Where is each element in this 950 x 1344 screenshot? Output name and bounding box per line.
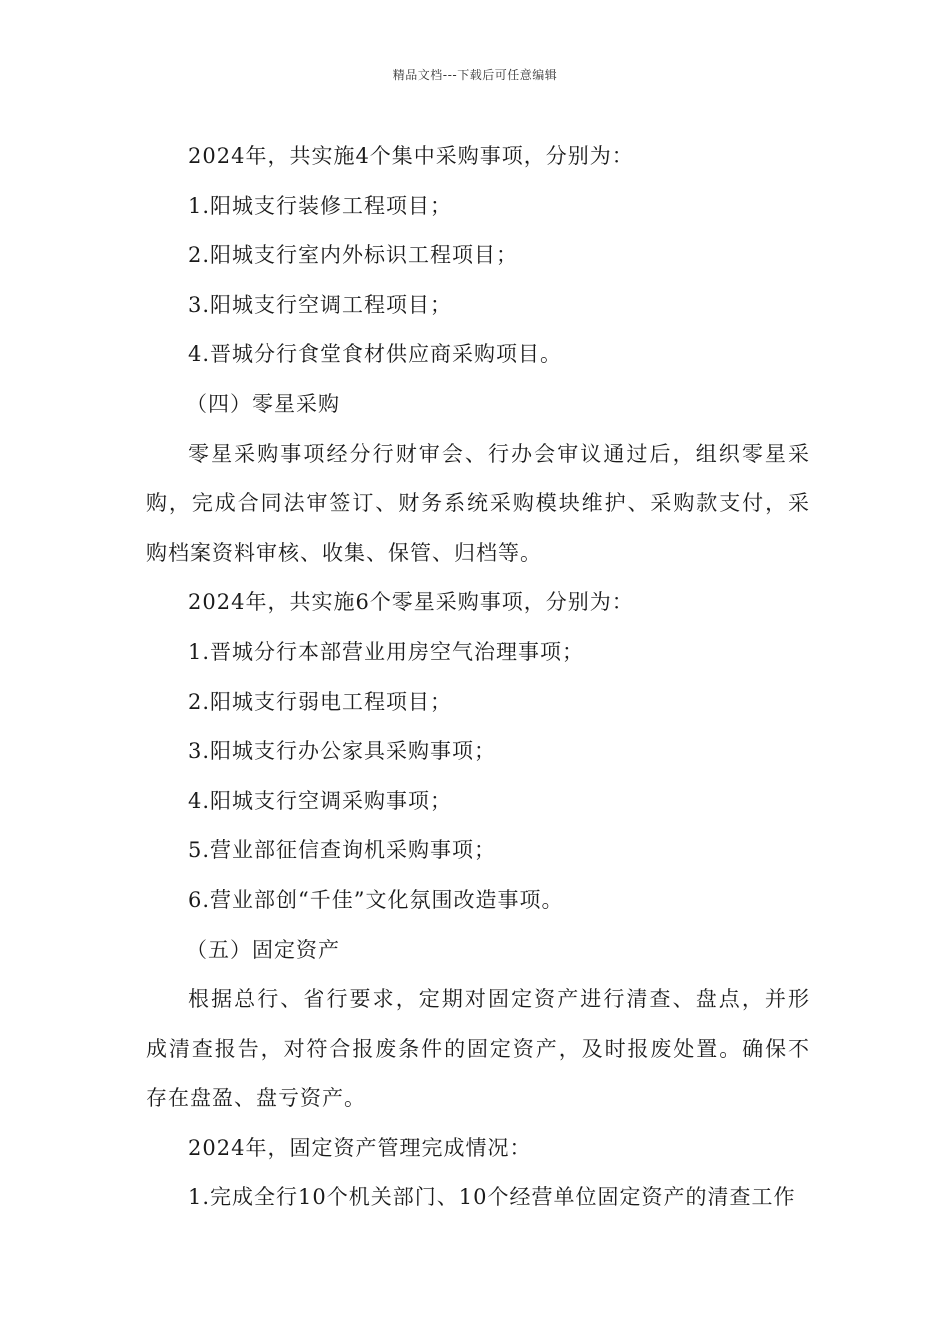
paragraph-summary-fixed-assets: 2024年，固定资产管理完成情况： bbox=[188, 1135, 532, 1160]
section-heading-sporadic-purchase: （四）零星采购 bbox=[186, 391, 340, 416]
paragraph-sporadic-line-1: 零星采购事项经分行财审会、行办会审议通过后，组织零星采 bbox=[188, 441, 810, 466]
list-item-sporadic-5: 5.营业部征信查询机采购事项； bbox=[188, 838, 497, 863]
page-header: 精品文档---下载后可任意编辑 bbox=[392, 68, 558, 82]
paragraph-fixed-assets-line-2: 成清查报告，对符合报废条件的固定资产，及时报废处置。确保不 bbox=[146, 1036, 810, 1061]
list-item-sporadic-6: 6.营业部创“千佳”文化氛围改造事项。 bbox=[188, 887, 564, 912]
list-item-sporadic-3: 3.阳城支行办公家具采购事项； bbox=[188, 739, 497, 764]
paragraph-sporadic-line-3: 购档案资料审核、收集、保管、归档等。 bbox=[146, 540, 542, 565]
list-item-sporadic-2: 2.阳城支行弱电工程项目； bbox=[188, 689, 453, 714]
list-item-centralized-1: 1.阳城支行装修工程项目； bbox=[188, 193, 453, 218]
section-heading-fixed-assets: （五）固定资产 bbox=[186, 937, 340, 962]
paragraph-summary-centralized: 2024年，共实施4个集中采购事项，分别为： bbox=[188, 144, 634, 168]
list-item-fixed-assets-1: 1.完成全行10个机关部门、10个经营单位固定资产的清查工作 bbox=[188, 1185, 796, 1210]
list-item-centralized-2: 2.阳城支行室内外标识工程项目； bbox=[188, 243, 519, 268]
paragraph-fixed-assets-line-1: 根据总行、省行要求，定期对固定资产进行清查、盘点，并形 bbox=[188, 987, 810, 1012]
list-item-sporadic-1: 1.晋城分行本部营业用房空气治理事项； bbox=[188, 639, 585, 664]
list-item-centralized-4: 4.晋城分行食堂食材供应商采购项目。 bbox=[188, 342, 563, 367]
paragraph-sporadic-line-2: 购，完成合同法审签订、财务系统采购模块维护、采购款支付，采 bbox=[146, 491, 810, 516]
paragraph-summary-sporadic: 2024年，共实施6个零星采购事项，分别为： bbox=[188, 590, 634, 615]
list-item-centralized-3: 3.阳城支行空调工程项目； bbox=[188, 292, 453, 317]
document-body bbox=[146, 132, 810, 1223]
list-item-sporadic-4: 4.阳城支行空调采购事项； bbox=[188, 788, 453, 813]
paragraph-fixed-assets-line-3: 存在盘盈、盘亏资产。 bbox=[146, 1086, 366, 1111]
